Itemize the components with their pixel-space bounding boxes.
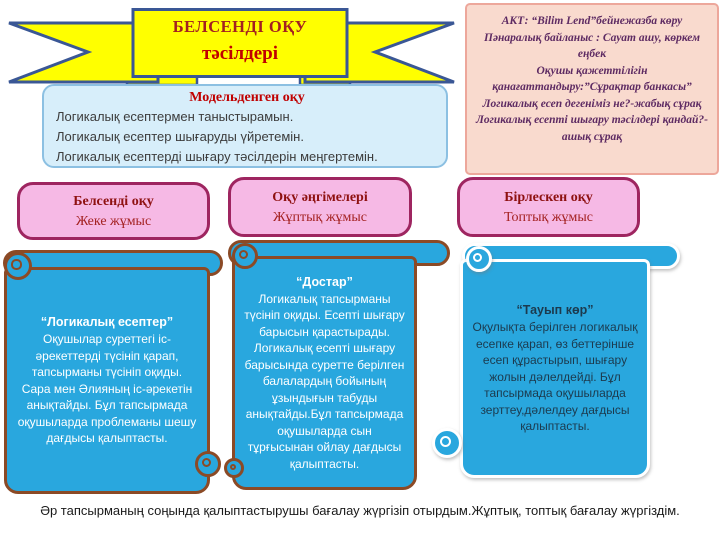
method-card-title: Оқу әңгімелері — [272, 189, 368, 205]
banner-title-line2: тәсілдері — [201, 43, 279, 64]
scroll-curl-icon — [195, 451, 221, 477]
modeled-learning-title: Модельденген оқу — [189, 90, 305, 105]
banner-title — [133, 14, 347, 67]
method-card-subtitle: Жеке жұмыс — [75, 213, 152, 229]
scroll-task-title: “Тауып көр” — [516, 303, 594, 318]
modeled-learning-line: Логикалық есептерді шығару тәсілдерін меңгертемін. — [56, 149, 378, 164]
ict-line: АКТ: “Bilim Lend”бейнежазба көру — [501, 15, 683, 27]
modeled-learning-line: Логикалық есептер шығаруды үйретемін. — [56, 129, 304, 144]
scroll-body — [232, 256, 417, 490]
method-card-title: Белсенді оқу — [73, 193, 154, 209]
scroll-curl-icon — [232, 243, 258, 269]
scroll-curl-icon — [432, 428, 462, 458]
scroll-task-text: Оқулықта берілген логикалық есепке қарап, өз беттерінше есеп құрастырып, шығару жолын дәлелдейді. Бұл тапсырмада оқушыларда зерттеу,дәлелдеу дағдысы қалыптасты. — [472, 320, 638, 434]
ict-line: Логикалық есепті шығару тәсілдері қандай?-ашық сұрақ — [476, 114, 708, 143]
modeled-learning-box — [42, 84, 448, 168]
method-card-subtitle: Топтық жұмыс — [504, 209, 593, 225]
scroll-task-title: “Логикалық есептер” — [40, 315, 174, 330]
method-card-active-learning — [17, 182, 210, 240]
banner-title-line1: БЕЛСЕНДІ ОҚУ — [172, 17, 308, 36]
scroll-task-friends — [228, 240, 450, 490]
modeled-learning-line: Логикалық есептермен таныстырамын. — [56, 109, 294, 124]
scroll-task-title: “Достар” — [296, 274, 353, 289]
ict-line: Оқушы қажеттілігін қанағаттандыру:”Сұрақтар банкасы” — [492, 64, 692, 93]
scroll-task-text: Логикалық тапсырманы түсініп оқиды. Есепті шығару барысын қарастырады. Логикалық есепті шығару барысында суретте берілген балалардың бойының ұзындығын табуды анықтайды.Бұл тапсырмада оқушыларда сын тұрғысынан ойлау дағдысы қалыптасты. — [244, 291, 405, 471]
scroll-body — [460, 259, 650, 478]
method-card-collaborative-learning — [457, 177, 640, 237]
scroll-curl-icon — [466, 246, 492, 272]
scroll-task-find-it — [432, 238, 682, 480]
scroll-curl-icon — [4, 252, 32, 280]
method-card-title: Бірлескен оқу — [504, 189, 593, 205]
scroll-task-text: Оқушылар суреттегі іс-әрекеттерді түсініп қарап, тапсырманы түсініп оқиды. Сара мен Әлияның іс-әрекетін анықтайды. Бұл тапсырмада оқушыларда проблеманы шешу дағдысы қалыптасты. — [17, 332, 197, 446]
scroll-body — [4, 267, 210, 494]
scroll-curl-icon — [224, 458, 244, 478]
ict-line: Логикалық есеп дегеніміз не?-жабық сұрақ — [482, 97, 702, 110]
scroll-task-logical-problems — [3, 247, 227, 494]
footer-caption: Әр тапсырманың соңында қалыптастырушы бағалау жүргізіп отырдым.Жұптық, топтық бағалау жүргіздім. — [40, 503, 680, 518]
ict-panel — [465, 3, 719, 175]
method-card-learning-talks — [228, 177, 412, 237]
method-card-subtitle: Жұптық жұмыс — [272, 209, 367, 225]
ict-line: Пәнаралық байланыс : Сауат ашу, көркем еңбек — [484, 31, 700, 60]
